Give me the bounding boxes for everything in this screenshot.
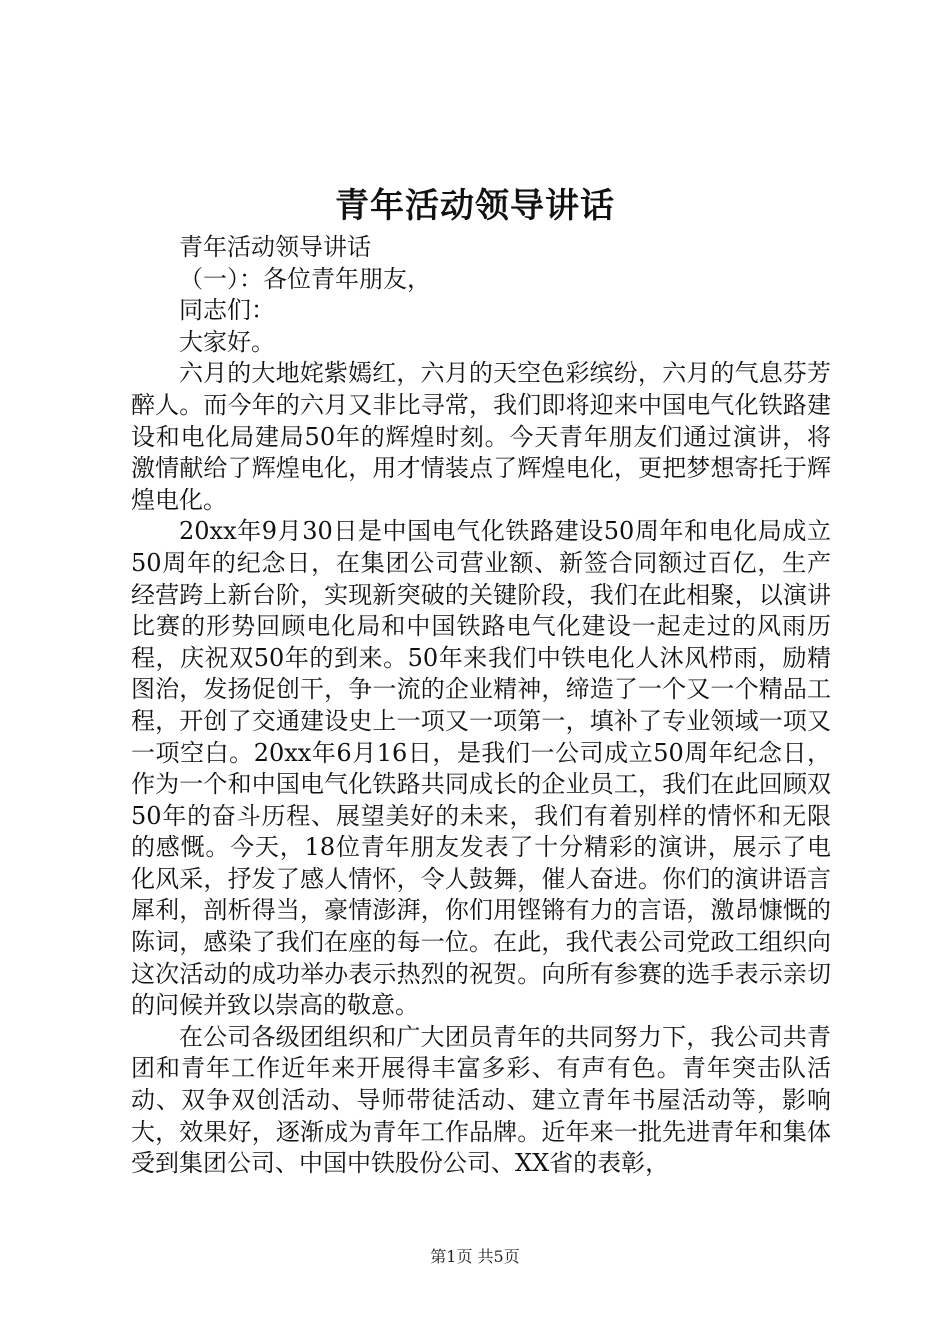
paragraph-body-2: 20xx年9月30日是中国电气化铁路建设50周年和电化局成立50周年的纪念日，在集团公司营业额、新签合同额过百亿，生产经营跨上新台阶，实现新突破的关键阶段，我们在此相聚，以演讲比赛的形势回顾电化局和中国铁路电气化建设一起走过的风雨历程，庆祝双50年的到来。50年来我们中铁电化人沐风栉雨，励精图治，发扬促创干，争一流的企业精神，缔造了一个又一个精品工程，开创了交通建设史上一项又一项第一，填补了专业领域一项又一项空白。20xx年6月16日，是我们一公司成立50周年纪念日，作为一个和中国电气化铁路共同成长的企业员工，我们在此回顾双50年的奋斗历程、展望美好的未来，我们有着别样的情怀和无限的感慨。今天，18位青年朋友发表了十分精彩的演讲，展示了电化风采，抒发了感人情怀，令人鼓舞，催人奋进。你们的演讲语言犀利，剖析得当，豪情澎湃，你们用铿锵有力的言语，激昂慷慨的陈词，感染了我们在座的每一位。在此，我代表公司党政工组织向这次活动的成功举办表示热烈的祝贺。向所有参赛的选手表示亲切的问候并致以崇高的敬意。 [131,517,831,1020]
paragraph-heading: 青年活动领导讲话 [179,233,371,261]
document-title: 青年活动领导讲话 [335,186,615,226]
paragraph-salutation-2: 同志们： [179,296,275,325]
paragraph-salutation-1: （一）：各位青年朋友， [179,264,431,293]
paragraph-body-1: 六月的大地姹紫嫣红，六月的天空色彩缤纷，六月的气息芬芳醉人。而今年的六月又非比寻常，我们即将迎来中国电气化铁路建设和电化局建局50年的辉煌时刻。今天青年朋友们通过演讲，将激情献给了辉煌电化，用才情装点了辉煌电化，更把梦想寄托于辉煌电化。 [131,359,831,514]
paragraph-body-3: 在公司各级团组织和广大团员青年的共同努力下，我公司共青团和青年工作近年来开展得丰富多彩、有声有色。青年突击队活动、双争双创活动、导师带徒活动、建立青年书屋活动等，影响大，效果好，逐渐成为青年工作品牌。近年来一批先进青年和集体受到集团公司、中国中铁股份公司、XX省的表彰， [131,1022,831,1178]
paragraph-greeting: 大家好。 [179,327,275,356]
page-footer: 第1页 共5页 [430,1247,520,1266]
document-body [131,232,831,1180]
